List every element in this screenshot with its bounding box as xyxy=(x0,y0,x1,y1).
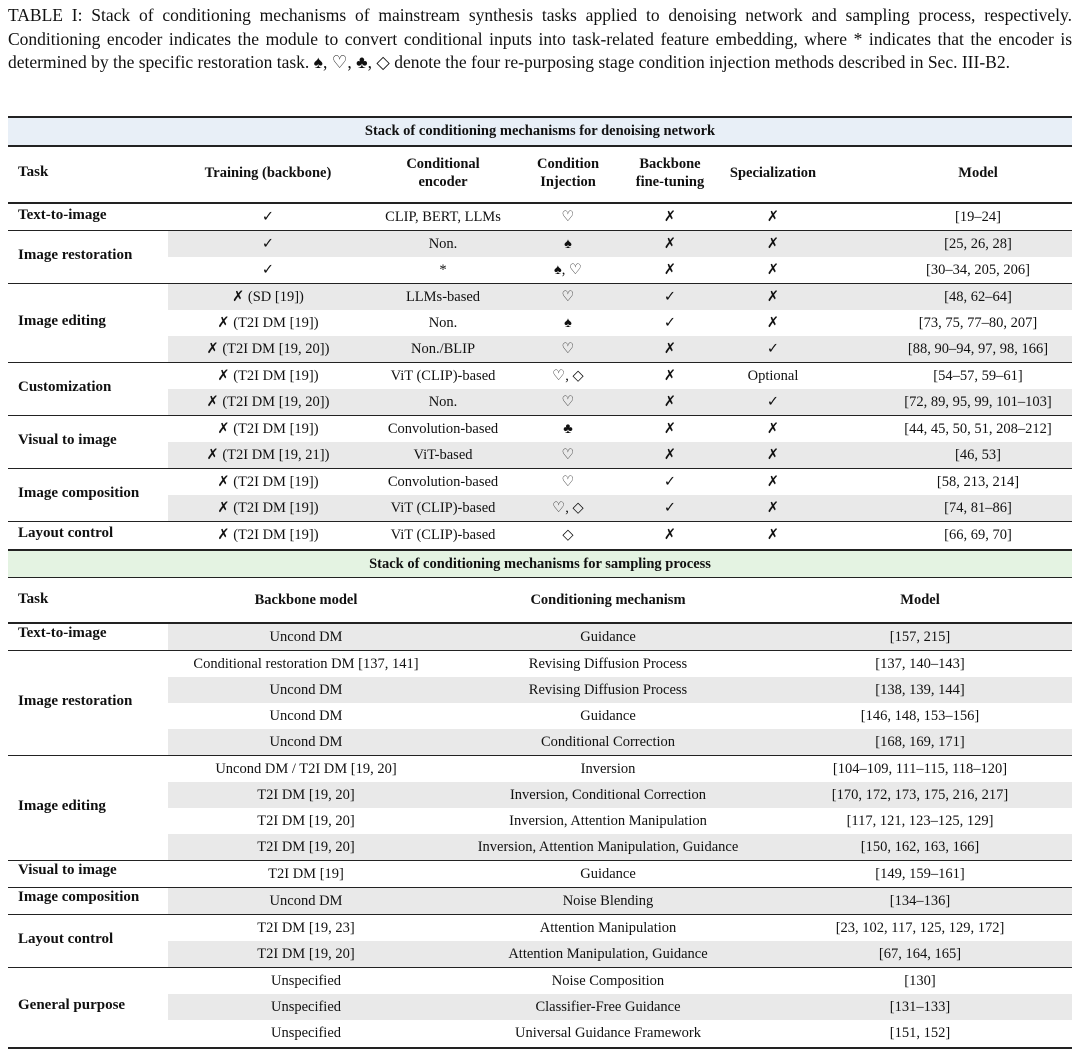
cell-model: [131–133] xyxy=(889,999,951,1015)
cell-mechanism: Attention Manipulation xyxy=(539,920,677,936)
cell-model: [170, 172, 173, 175, 216, 217] xyxy=(831,787,1009,803)
cell-injection: ♠ xyxy=(564,236,572,252)
cell-mechanism: Noise Blending xyxy=(562,893,654,909)
cell-backbone: Conditional restoration DM [137, 141] xyxy=(193,656,419,672)
cell-model: [157, 215] xyxy=(889,629,951,645)
cell-training: ✗ (T2I DM [19, 20]) xyxy=(206,394,330,410)
cell-injection: ♡ xyxy=(561,341,575,357)
cell-finetune: ✓ xyxy=(663,474,677,490)
cell-training: ✗ (T2I DM [19]) xyxy=(217,315,319,331)
cell-mechanism: Revising Diffusion Process xyxy=(528,682,688,698)
cell-backbone: Uncond DM xyxy=(269,708,343,724)
cell-encoder: LLMs-based xyxy=(405,289,481,305)
cell-special: ✗ xyxy=(766,421,780,437)
cell-special: ✗ xyxy=(766,209,780,225)
cell-model: [67, 164, 165] xyxy=(878,946,962,962)
header-finetune: Backbone fine-tuning xyxy=(635,156,705,190)
header-special: Specialization xyxy=(729,165,817,181)
cell-model: [150, 162, 163, 166] xyxy=(860,839,980,855)
table-row xyxy=(8,257,1072,283)
cell-encoder: Non. xyxy=(428,394,458,410)
header-injection: Condition Injection xyxy=(536,156,600,190)
task-label: Image composition xyxy=(18,485,140,501)
cell-model: [19–24] xyxy=(955,209,1001,225)
table-row xyxy=(8,994,1072,1020)
table-row xyxy=(8,834,1072,860)
table-row xyxy=(8,968,1072,994)
cell-finetune: ✗ xyxy=(663,447,677,463)
cell-special: Optional xyxy=(747,368,799,384)
cell-mechanism: Inversion, Attention Manipulation xyxy=(509,813,707,829)
cell-model: [137, 140–143] xyxy=(875,656,965,672)
cell-training: ✓ xyxy=(261,262,275,278)
cell-finetune: ✗ xyxy=(663,236,677,252)
table-row xyxy=(8,888,1072,914)
cell-training: ✗ (T2I DM [19, 21]) xyxy=(206,447,330,463)
cell-backbone: Uncond DM xyxy=(269,682,343,698)
cell-special: ✗ xyxy=(766,315,780,331)
table-row xyxy=(8,729,1072,755)
table-row xyxy=(8,442,1072,468)
table-row xyxy=(8,336,1072,362)
cell-model: [88, 90–94, 97, 98, 166] xyxy=(907,341,1049,357)
cell-backbone: Uncond DM xyxy=(269,629,343,645)
cell-injection: ♡ xyxy=(561,209,575,225)
table-row xyxy=(8,522,1072,548)
cell-backbone: T2I DM [19, 20] xyxy=(257,813,355,829)
table-row xyxy=(8,941,1072,967)
cell-special: ✓ xyxy=(766,341,780,357)
table-row xyxy=(8,416,1072,442)
cell-encoder: Non. xyxy=(428,315,458,331)
cell-training: ✗ (T2I DM [19]) xyxy=(217,421,319,437)
section-title-denoising: Stack of conditioning mechanisms for denoising network xyxy=(8,118,1072,145)
table-row xyxy=(8,861,1072,887)
cell-mechanism: Inversion, Conditional Correction xyxy=(509,787,707,803)
header-backbone: Backbone model xyxy=(254,592,358,608)
cell-special: ✗ xyxy=(766,474,780,490)
cell-model: [72, 89, 95, 99, 101–103] xyxy=(904,394,1052,410)
header-encoder: Conditional encoder xyxy=(406,156,480,190)
cell-encoder: ViT-based xyxy=(413,447,473,463)
header-task: Task xyxy=(18,164,49,180)
table-row xyxy=(8,389,1072,415)
cell-injection: ♣ xyxy=(563,421,573,437)
cell-injection: ♡, ◇ xyxy=(552,500,584,516)
cell-injection: ♡ xyxy=(561,447,575,463)
rule-line xyxy=(8,145,1072,147)
cell-mechanism: Guidance xyxy=(580,708,636,724)
task-label: Visual to image xyxy=(18,432,117,448)
task-label: Image restoration xyxy=(18,247,133,263)
cell-model: [168, 169, 171] xyxy=(875,734,965,750)
cell-encoder: Convolution-based xyxy=(387,421,499,437)
cell-model: [58, 213, 214] xyxy=(936,474,1020,490)
cell-finetune: ✗ xyxy=(663,262,677,278)
cell-finetune: ✗ xyxy=(663,341,677,357)
table-row xyxy=(8,651,1072,677)
header-model: Model xyxy=(900,592,940,608)
table-row xyxy=(8,310,1072,336)
task-label: Layout control xyxy=(18,525,114,541)
cell-mechanism: Guidance xyxy=(580,866,636,882)
cell-injection: ♡ xyxy=(561,394,575,410)
cell-encoder: ViT (CLIP)-based xyxy=(390,500,496,516)
cell-mechanism: Guidance xyxy=(580,629,636,645)
cell-training: ✗ (T2I DM [19]) xyxy=(217,500,319,516)
cell-special: ✗ xyxy=(766,289,780,305)
header-training: Training (backbone) xyxy=(204,165,332,181)
cell-mechanism: Noise Composition xyxy=(551,973,665,989)
table-row xyxy=(8,624,1072,650)
cell-model: [54–57, 59–61] xyxy=(933,368,1023,384)
cell-special: ✗ xyxy=(766,262,780,278)
cell-encoder: ViT (CLIP)-based xyxy=(390,368,496,384)
task-label: Image restoration xyxy=(18,693,133,709)
cell-mechanism: Inversion xyxy=(580,761,636,777)
cell-model: [134–136] xyxy=(889,893,951,909)
table-row xyxy=(8,204,1072,230)
cell-model: [66, 69, 70] xyxy=(944,527,1012,543)
cell-special: ✗ xyxy=(766,236,780,252)
cell-training: ✓ xyxy=(261,209,275,225)
cell-backbone: Unspecified xyxy=(270,973,342,989)
section-title-sampling: Stack of conditioning mechanisms for sampling process xyxy=(8,551,1072,577)
cell-training: ✗ (T2I DM [19]) xyxy=(217,368,319,384)
table-row xyxy=(8,756,1072,782)
cell-model: [104–109, 111–115, 118–120] xyxy=(832,761,1008,777)
cell-model: [73, 75, 77–80, 207] xyxy=(918,315,1038,331)
task-label: Image editing xyxy=(18,798,106,814)
cell-finetune: ✗ xyxy=(663,209,677,225)
task-label: Image editing xyxy=(18,313,106,329)
task-label: Visual to image xyxy=(18,862,117,878)
cell-mechanism: Universal Guidance Framework xyxy=(514,1025,702,1041)
cell-model: [30–34, 205, 206] xyxy=(926,262,1030,278)
table-caption: TABLE I: Stack of conditioning mechanisms of mainstream synthesis tasks applied to denoising network and sampling process, respectively. Conditioning encoder indicates the module to convert conditional inputs into task-related feature embedding, where * indicates that the encoder is determined by the specific restoration task. ♠, ♡, ♣, ◇ denote the four re-purposing stage condition injection methods described in Sec. III-B2. xyxy=(8,5,1072,72)
table-row xyxy=(8,284,1072,310)
cell-injection: ♡ xyxy=(561,474,575,490)
table-row xyxy=(8,363,1072,389)
cell-encoder: Non. xyxy=(428,236,458,252)
cell-backbone: Uncond DM xyxy=(269,893,343,909)
table-row xyxy=(8,703,1072,729)
cell-backbone: Unspecified xyxy=(270,999,342,1015)
table-row xyxy=(8,808,1072,834)
table-row xyxy=(8,495,1072,521)
cell-special: ✗ xyxy=(766,500,780,516)
cell-finetune: ✓ xyxy=(663,289,677,305)
cell-backbone: Uncond DM / T2I DM [19, 20] xyxy=(215,761,397,777)
cell-injection: ♡ xyxy=(561,289,575,305)
cell-backbone: T2I DM [19] xyxy=(268,866,344,882)
cell-mechanism: Attention Manipulation, Guidance xyxy=(508,946,708,962)
cell-model: [25, 26, 28] xyxy=(944,236,1012,252)
cell-injection: ♠ xyxy=(564,315,572,331)
cell-backbone: T2I DM [19, 20] xyxy=(257,946,355,962)
cell-backbone: T2I DM [19, 20] xyxy=(257,839,355,855)
table-row xyxy=(8,915,1072,941)
cell-backbone: T2I DM [19, 23] xyxy=(257,920,355,936)
table-row xyxy=(8,231,1072,257)
cell-mechanism: Revising Diffusion Process xyxy=(528,656,688,672)
cell-backbone: T2I DM [19, 20] xyxy=(257,787,355,803)
cell-injection: ◇ xyxy=(562,527,574,543)
cell-model: [138, 139, 144] xyxy=(875,682,965,698)
cell-model: [48, 62–64] xyxy=(944,289,1012,305)
cell-special: ✗ xyxy=(766,447,780,463)
cell-model: [146, 148, 153–156] xyxy=(860,708,980,724)
task-label: Customization xyxy=(18,379,112,395)
cell-training: ✗ (T2I DM [19, 20]) xyxy=(206,341,330,357)
cell-model: [130] xyxy=(904,973,936,989)
table-row xyxy=(8,469,1072,495)
task-label: Layout control xyxy=(18,931,114,947)
cell-finetune: ✗ xyxy=(663,527,677,543)
cell-mechanism: Classifier-Free Guidance xyxy=(535,999,681,1015)
task-label: Text-to-image xyxy=(18,207,107,223)
table-row xyxy=(8,782,1072,808)
cell-model: [44, 45, 50, 51, 208–212] xyxy=(904,421,1052,437)
header-model: Model xyxy=(958,165,998,181)
cell-training: ✗ (SD [19]) xyxy=(232,289,304,305)
cell-training: ✗ (T2I DM [19]) xyxy=(217,527,319,543)
cell-injection: ♡, ◇ xyxy=(552,368,584,384)
cell-encoder: Non./BLIP xyxy=(410,341,476,357)
cell-finetune: ✓ xyxy=(663,315,677,331)
task-label: Image composition xyxy=(18,889,140,905)
task-label: Text-to-image xyxy=(18,625,107,641)
cell-encoder: Convolution-based xyxy=(387,474,499,490)
cell-encoder: CLIP, BERT, LLMs xyxy=(385,209,501,225)
cell-model: [151, 152] xyxy=(889,1025,951,1041)
table-row xyxy=(8,677,1072,703)
task-label: General purpose xyxy=(18,997,126,1013)
cell-mechanism: Inversion, Attention Manipulation, Guidance xyxy=(477,839,739,855)
cell-training: ✗ (T2I DM [19]) xyxy=(217,474,319,490)
cell-backbone: Unspecified xyxy=(270,1025,342,1041)
cell-injection: ♠, ♡ xyxy=(554,262,582,278)
header-task-sampling: Task xyxy=(18,591,49,607)
cell-finetune: ✗ xyxy=(663,394,677,410)
cell-encoder: * xyxy=(439,262,447,278)
cell-encoder: ViT (CLIP)-based xyxy=(390,527,496,543)
cell-finetune: ✓ xyxy=(663,500,677,516)
cell-mechanism: Conditional Correction xyxy=(540,734,676,750)
table-row xyxy=(8,1020,1072,1046)
cell-model: [117, 121, 123–125, 129] xyxy=(846,813,994,829)
cell-finetune: ✗ xyxy=(663,368,677,384)
cell-model: [149, 159–161] xyxy=(875,866,965,882)
cell-model: [23, 102, 117, 125, 129, 172] xyxy=(835,920,1005,936)
cell-finetune: ✗ xyxy=(663,421,677,437)
cell-special: ✓ xyxy=(766,394,780,410)
cell-model: [74, 81–86] xyxy=(944,500,1012,516)
cell-model: [46, 53] xyxy=(955,447,1001,463)
cell-training: ✓ xyxy=(261,236,275,252)
header-mechanism: Conditioning mechanism xyxy=(530,592,686,608)
rule-line xyxy=(8,577,1072,579)
cell-special: ✗ xyxy=(766,527,780,543)
cell-backbone: Uncond DM xyxy=(269,734,343,750)
